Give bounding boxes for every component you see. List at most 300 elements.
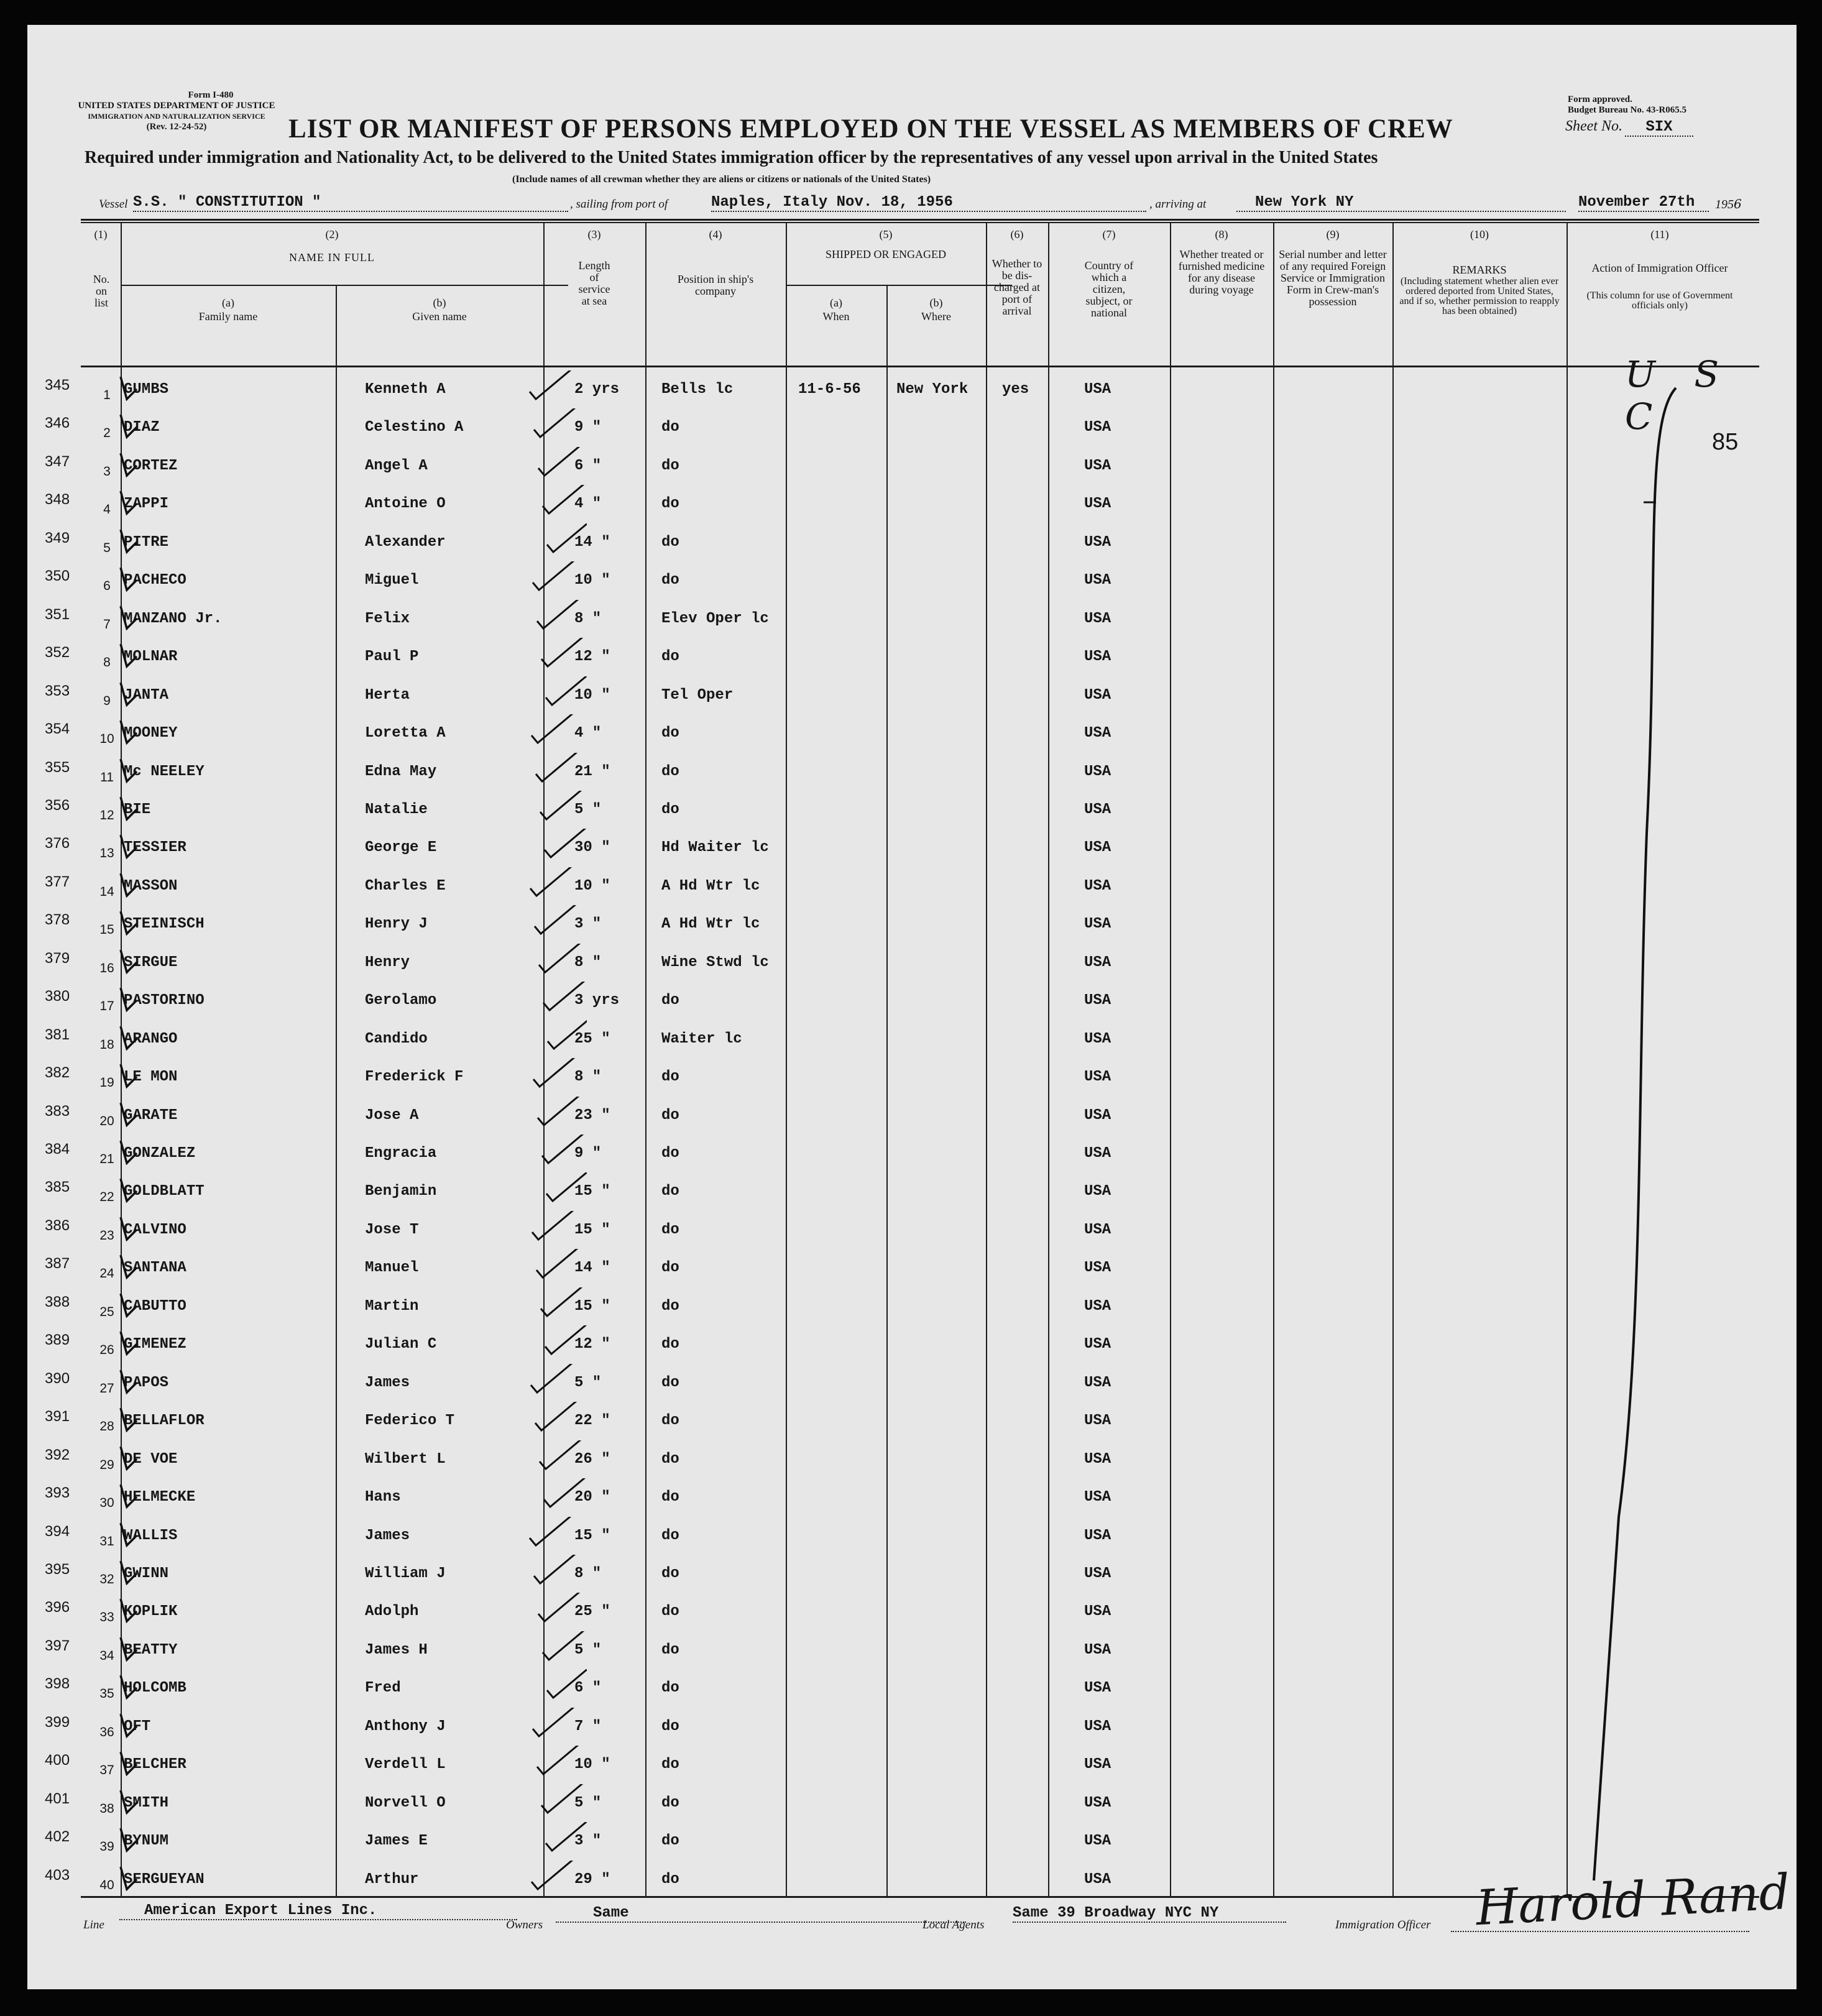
cell-position: do <box>661 1183 679 1200</box>
cell-service: 15 " <box>574 1221 610 1238</box>
cell-given: Loretta A <box>365 725 446 742</box>
cell-service: 3 " <box>574 916 602 933</box>
list-number: 19 <box>99 1075 114 1090</box>
cell-position: do <box>661 725 679 742</box>
crew-line-number: 399 <box>45 1713 70 1731</box>
list-number: 14 <box>99 884 114 899</box>
cell-position: do <box>661 1297 679 1315</box>
cell-service: 5 " <box>574 801 602 818</box>
cell-family: GARATE <box>124 1107 178 1124</box>
list-number: 1 <box>103 388 111 402</box>
cell-position: A Hd Wtr lc <box>661 877 760 895</box>
cell-family: DE VOE <box>124 1450 178 1468</box>
col2a-letter: (a) <box>222 297 234 309</box>
cell-given: Wilbert L <box>365 1450 446 1468</box>
cell-country: USA <box>1084 1680 1111 1697</box>
cell-country: USA <box>1084 1450 1111 1468</box>
cell-given: William J <box>365 1565 446 1582</box>
cell-service: 5 " <box>574 1374 602 1391</box>
cell-service: 4 " <box>574 495 602 513</box>
cell-country: USA <box>1084 877 1111 895</box>
cell-country: USA <box>1084 1871 1111 1888</box>
budget-bureau: Budget Bureau No. 43-R065.5 <box>1568 105 1686 115</box>
cell-family: HELMECKE <box>124 1489 196 1506</box>
cell-family: MOONEY <box>124 725 178 742</box>
cell-family: SMITH <box>124 1794 169 1811</box>
cell-position: Waiter lc <box>661 1030 742 1047</box>
cell-position: Bells lc <box>661 381 734 398</box>
cell-service: 12 " <box>574 648 610 666</box>
form-revision: (Rev. 12-24-52) <box>146 122 207 132</box>
subtitle: Required under immigration and Nationality Act, to be delivered to the United States immigration officer by the representatives of any vessel upon arrival in the United States <box>85 148 1378 167</box>
col1-header: No. on list <box>93 273 110 309</box>
cell-family: JANTA <box>124 686 169 704</box>
cell-position: do <box>661 572 679 589</box>
list-number: 10 <box>99 732 114 747</box>
cell-position: do <box>661 1527 679 1544</box>
cell-position: do <box>661 763 679 780</box>
crew-line-number: 393 <box>45 1484 70 1502</box>
cell-service: 8 " <box>574 610 602 627</box>
crew-line-number: 403 <box>45 1866 70 1884</box>
include-note: (Include names of all crewman whether they are aliens or citizens or nationals of the United States) <box>512 174 931 185</box>
cell-country: USA <box>1084 1489 1111 1506</box>
list-number: 18 <box>99 1037 114 1052</box>
cell-given: James <box>365 1374 410 1391</box>
cell-service: 14 " <box>574 533 610 551</box>
cell-given: James <box>365 1527 410 1544</box>
crew-line-number: 352 <box>45 644 70 661</box>
cell-country: USA <box>1084 1145 1111 1162</box>
cell-given: Angel A <box>365 457 428 474</box>
cell-position: do <box>661 1680 679 1697</box>
count-annotation: 85 <box>1712 429 1739 455</box>
list-number: 5 <box>103 540 111 555</box>
list-number: 17 <box>99 999 114 1014</box>
cell-position: do <box>661 1107 679 1124</box>
col7-number: (7) <box>1102 228 1116 241</box>
cell-given: Norvell O <box>365 1794 446 1811</box>
cell-given: Fred <box>365 1680 401 1697</box>
cell-position: do <box>661 1145 679 1162</box>
col5-number: (5) <box>879 228 893 241</box>
cell-family: SERGUEYAN <box>124 1871 205 1888</box>
cell-service: 4 " <box>574 725 602 742</box>
cell-country: USA <box>1084 419 1111 436</box>
cell-position: do <box>661 1450 679 1468</box>
sheet-label: Sheet No. <box>1565 118 1622 134</box>
crew-line-number: 401 <box>45 1790 70 1807</box>
col9-header: Serial number and letter of any required Foreign Service or Immigration Form in Crew-man's possession <box>1279 248 1387 308</box>
col5-header: SHIPPED OR ENGAGED <box>825 248 946 260</box>
cell-country: USA <box>1084 725 1111 742</box>
cell-given: George E <box>365 839 437 857</box>
cell-when: 11-6-56 <box>798 381 861 398</box>
crew-line-number: 387 <box>45 1255 70 1273</box>
cell-country: USA <box>1084 801 1111 818</box>
cell-family: GOLDBLATT <box>124 1183 205 1200</box>
crew-line-number: 349 <box>45 529 70 546</box>
cell-given: Felix <box>365 610 410 627</box>
list-number: 11 <box>100 770 114 785</box>
cell-position: do <box>661 1069 679 1086</box>
col5a-header: When <box>822 310 850 323</box>
cell-family: PAPOS <box>124 1374 169 1391</box>
form-approved: Form approved. <box>1568 94 1632 104</box>
list-number: 20 <box>99 1113 114 1128</box>
cell-country: USA <box>1084 1641 1111 1659</box>
cell-service: 2 yrs <box>574 381 620 398</box>
cell-where: New York <box>896 381 969 398</box>
crew-line-number: 378 <box>45 911 70 929</box>
list-number: 39 <box>99 1839 114 1854</box>
cell-position: do <box>661 801 679 818</box>
vessel-label: Vessel <box>99 198 128 211</box>
crew-line-number: 396 <box>45 1599 70 1616</box>
cell-family: MOLNAR <box>124 648 178 666</box>
col6-number: (6) <box>1010 228 1024 241</box>
cell-service: 10 " <box>574 1756 610 1774</box>
cell-position: do <box>661 648 679 666</box>
cell-given: Miguel <box>365 572 419 589</box>
list-number: 26 <box>99 1343 114 1358</box>
cell-given: Henry <box>365 954 410 971</box>
cell-given: Manuel <box>365 1259 419 1277</box>
cell-service: 15 " <box>574 1527 610 1544</box>
cell-given: James E <box>365 1833 428 1850</box>
owners-value: Same <box>556 1905 966 1923</box>
list-number: 4 <box>103 502 111 517</box>
list-number: 2 <box>103 426 111 441</box>
crew-line-number: 402 <box>45 1828 70 1846</box>
crew-line-number: 386 <box>45 1217 70 1234</box>
cell-given: Jose A <box>365 1107 419 1124</box>
cell-country: USA <box>1084 1756 1111 1774</box>
list-number: 38 <box>99 1801 114 1816</box>
crew-line-number: 392 <box>45 1446 70 1463</box>
crew-line-number: 382 <box>45 1064 70 1082</box>
cell-country: USA <box>1084 1030 1111 1047</box>
crew-line-number: 395 <box>45 1560 70 1578</box>
cell-family: CORTEZ <box>124 457 178 474</box>
page-title: LIST OR MANIFEST OF PERSONS EMPLOYED ON THE VESSEL AS MEMBERS OF CREW <box>288 114 1453 144</box>
cell-service: 10 " <box>574 686 610 704</box>
cell-family: DIAZ <box>124 419 160 436</box>
cell-service: 10 " <box>574 877 610 895</box>
cell-given: Kenneth A <box>365 381 446 398</box>
col5b-letter: (b) <box>929 297 943 309</box>
col5b-header: Where <box>921 310 951 323</box>
list-number: 32 <box>99 1572 114 1586</box>
cell-position: do <box>661 992 679 1010</box>
cell-service: 3 yrs <box>574 992 620 1010</box>
cell-country: USA <box>1084 572 1111 589</box>
crew-line-number: 354 <box>45 720 70 738</box>
cell-service: 8 " <box>574 954 602 971</box>
col8-number: (8) <box>1215 228 1228 241</box>
cell-position: Wine Stwd lc <box>661 954 769 971</box>
cell-given: Adolph <box>365 1603 419 1621</box>
cell-country: USA <box>1084 610 1111 627</box>
col1-number: (1) <box>94 228 108 241</box>
cell-given: Engracia <box>365 1145 437 1162</box>
cell-family: MANZANO Jr. <box>124 610 223 627</box>
owners-label: Owners <box>506 1918 543 1931</box>
cell-given: Natalie <box>365 801 428 818</box>
cell-position: Tel Oper <box>661 686 734 704</box>
cell-country: USA <box>1084 992 1111 1010</box>
cell-position: do <box>661 1259 679 1277</box>
list-number: 21 <box>99 1152 114 1166</box>
arrival-port: New York NY <box>1236 194 1566 212</box>
cell-position: do <box>661 1756 679 1774</box>
cell-country: USA <box>1084 1412 1111 1430</box>
cell-family: ARANGO <box>124 1030 178 1047</box>
cell-given: Charles E <box>365 877 446 895</box>
crew-line-number: 388 <box>45 1293 70 1310</box>
cell-position: A Hd Wtr lc <box>661 916 760 933</box>
crew-line-number: 385 <box>45 1179 70 1196</box>
cell-country: USA <box>1084 1565 1111 1582</box>
department-name: UNITED STATES DEPARTMENT OF JUSTICE <box>78 101 275 111</box>
cell-country: USA <box>1084 1527 1111 1544</box>
cell-country: USA <box>1084 1833 1111 1850</box>
col8-header: Whether treated or furnished medicine for any disease during voyage <box>1178 248 1265 296</box>
list-number: 36 <box>99 1724 114 1739</box>
crew-line-number: 391 <box>45 1408 70 1425</box>
cell-family: BEATTY <box>124 1641 178 1659</box>
crew-line-number: 345 <box>45 377 70 394</box>
list-number: 15 <box>99 923 114 937</box>
crew-line-number: 390 <box>45 1369 70 1387</box>
crew-line-number: 348 <box>45 491 70 509</box>
cell-position: Elev Oper lc <box>661 610 769 627</box>
cell-service: 26 " <box>574 1450 610 1468</box>
cell-country: USA <box>1084 457 1111 474</box>
cell-family: SIRGUE <box>124 954 178 971</box>
cell-family: TESSIER <box>124 839 186 857</box>
cell-country: USA <box>1084 1107 1111 1124</box>
cell-service: 7 " <box>574 1718 602 1735</box>
list-number: 13 <box>99 846 114 861</box>
cell-given: Hans <box>365 1489 401 1506</box>
list-number: 25 <box>99 1304 114 1319</box>
cell-given: Celestino A <box>365 419 464 436</box>
cell-service: 3 " <box>574 1833 602 1850</box>
cell-country: USA <box>1084 1297 1111 1315</box>
cell-position: do <box>661 1336 679 1353</box>
crew-line-number: 394 <box>45 1522 70 1540</box>
cell-given: Verdell L <box>365 1756 446 1774</box>
cell-service: 14 " <box>574 1259 610 1277</box>
list-number: 24 <box>99 1266 114 1281</box>
cell-service: 29 " <box>574 1871 610 1888</box>
col9-number: (9) <box>1326 228 1340 241</box>
cell-position: do <box>661 1718 679 1735</box>
line-value: American Export Lines Inc. <box>119 1902 517 1920</box>
cell-service: 25 " <box>574 1030 610 1047</box>
cell-country: USA <box>1084 1069 1111 1086</box>
cell-family: PITRE <box>124 533 169 551</box>
crew-line-number: 377 <box>45 873 70 890</box>
cell-country: USA <box>1084 1259 1111 1277</box>
sailing-port: Naples, Italy Nov. 18, 1956 <box>711 194 1146 212</box>
cell-family: LE MON <box>124 1069 178 1086</box>
crew-line-number: 376 <box>45 835 70 852</box>
list-number: 35 <box>99 1687 114 1701</box>
crew-line-number: 350 <box>45 568 70 585</box>
cell-country: USA <box>1084 1183 1111 1200</box>
crew-line-number: 397 <box>45 1637 70 1654</box>
col10-header: REMARKS <box>1452 264 1507 276</box>
cell-service: 15 " <box>574 1183 610 1200</box>
list-number: 7 <box>103 617 111 632</box>
cell-family: PASTORINO <box>124 992 205 1010</box>
crew-line-number: 346 <box>45 415 70 432</box>
cell-family: CALVINO <box>124 1221 186 1238</box>
col7-header: Country of which a citizen, subject, or national <box>1084 259 1134 319</box>
year-suffix: 6 <box>1734 196 1742 211</box>
col3-header: Length of service at sea <box>578 259 610 307</box>
sailing-label: , sailing from port of <box>570 198 668 211</box>
list-number: 28 <box>99 1419 114 1434</box>
list-number: 3 <box>103 464 111 479</box>
cell-service: 22 " <box>574 1412 610 1430</box>
list-number: 34 <box>99 1648 114 1663</box>
col2b-letter: (b) <box>433 297 446 309</box>
cell-given: Frederick F <box>365 1069 464 1086</box>
cell-position: do <box>661 533 679 551</box>
cell-position: do <box>661 1489 679 1506</box>
cell-country: USA <box>1084 1336 1111 1353</box>
cell-family: CABUTTO <box>124 1297 186 1315</box>
action-bracket-line <box>1594 388 1676 1880</box>
crew-line-number: 384 <box>45 1141 70 1158</box>
col11-header: Action of Immigration Officer <box>1591 262 1728 274</box>
col3-number: (3) <box>587 228 601 241</box>
vessel-name: S.S. " CONSTITUTION " <box>133 194 568 212</box>
cell-family: ZAPPI <box>124 495 169 513</box>
list-number: 37 <box>99 1763 114 1778</box>
cell-service: 6 " <box>574 1680 602 1697</box>
cell-family: Mc NEELEY <box>124 763 205 780</box>
cell-service: 8 " <box>574 1565 602 1582</box>
crew-line-number: 356 <box>45 796 70 814</box>
col2-number: (2) <box>325 228 339 241</box>
cell-family: BELCHER <box>124 1756 186 1774</box>
cell-family: BELLAFLOR <box>124 1412 205 1430</box>
form-number: Form I-480 <box>188 90 234 100</box>
cell-position: do <box>661 1833 679 1850</box>
crew-line-number: 381 <box>45 1026 70 1043</box>
cell-given: James H <box>365 1641 428 1659</box>
list-number: 33 <box>99 1610 114 1625</box>
cell-country: USA <box>1084 954 1111 971</box>
cell-country: USA <box>1084 381 1111 398</box>
crew-line-number: 355 <box>45 758 70 776</box>
cell-family: BYNUM <box>124 1833 169 1850</box>
cell-country: USA <box>1084 495 1111 513</box>
col2b-header: Given name <box>412 310 467 323</box>
cell-service: 23 " <box>574 1107 610 1124</box>
cell-family: OFT <box>124 1718 151 1735</box>
list-number: 23 <box>99 1228 114 1243</box>
cell-given: Benjamin <box>365 1183 437 1200</box>
cell-country: USA <box>1084 648 1111 666</box>
col11-number: (11) <box>1650 228 1669 241</box>
list-number: 22 <box>99 1190 114 1205</box>
cell-service: 9 " <box>574 1145 602 1162</box>
cell-given: Gerolamo <box>365 992 437 1010</box>
cell-position: do <box>661 1603 679 1621</box>
cell-position: do <box>661 1221 679 1238</box>
list-number: 8 <box>103 655 111 670</box>
cell-position: do <box>661 419 679 436</box>
cell-family: STEINISCH <box>124 916 205 933</box>
cell-country: USA <box>1084 1794 1111 1811</box>
list-number: 40 <box>99 1877 114 1892</box>
col10-number: (10) <box>1470 228 1489 241</box>
cell-given: Martin <box>365 1297 419 1315</box>
cell-position: Hd Waiter lc <box>661 839 769 857</box>
cell-service: 12 " <box>574 1336 610 1353</box>
list-number: 16 <box>99 960 114 975</box>
cell-country: USA <box>1084 763 1111 780</box>
col2-header: NAME IN FULL <box>289 251 375 264</box>
col4-header: Position in ship's company <box>677 273 754 297</box>
list-number: 27 <box>99 1381 114 1396</box>
service-name: IMMIGRATION AND NATURALIZATION SERVICE <box>88 112 265 121</box>
manifest-sheet <box>27 25 1797 1989</box>
cell-service: 25 " <box>574 1603 610 1621</box>
cell-family: GUMBS <box>124 381 169 398</box>
cell-given: Edna May <box>365 763 437 780</box>
cell-given: Herta <box>365 686 410 704</box>
crew-line-number: 398 <box>45 1675 70 1693</box>
col4-number: (4) <box>709 228 722 241</box>
cell-given: Henry J <box>365 916 428 933</box>
year-prefix: 195 <box>1715 198 1734 211</box>
cell-country: USA <box>1084 1221 1111 1238</box>
crew-line-number: 351 <box>45 605 70 623</box>
crew-line-number: 383 <box>45 1102 70 1120</box>
crew-line-number: 353 <box>45 682 70 699</box>
arrival-date: November 27th <box>1578 194 1709 212</box>
cell-position: do <box>661 495 679 513</box>
cell-family: HOLCOMB <box>124 1680 186 1697</box>
cell-given: Federico T <box>365 1412 455 1430</box>
list-number: 29 <box>99 1457 114 1472</box>
col11-note: (This column for use of Government officials only) <box>1586 290 1733 311</box>
cell-position: do <box>661 1412 679 1430</box>
cell-service: 5 " <box>574 1794 602 1811</box>
cell-country: USA <box>1084 1374 1111 1391</box>
cell-given: Anthony J <box>365 1718 446 1735</box>
cell-family: GWINN <box>124 1565 169 1582</box>
cell-given: Antoine O <box>365 495 446 513</box>
crew-line-number: 347 <box>45 453 70 470</box>
officer-signature: Harold Rand <box>1474 1864 1792 1937</box>
cell-service: 6 " <box>574 457 602 474</box>
cell-service: 9 " <box>574 419 602 436</box>
handwriting-layer <box>27 25 1797 1989</box>
cell-service: 20 " <box>574 1489 610 1506</box>
list-number: 9 <box>103 693 111 708</box>
cell-family: KOPLIK <box>124 1603 178 1621</box>
cell-discharge: yes <box>1002 381 1029 398</box>
cell-given: Jose T <box>365 1221 419 1238</box>
cell-country: USA <box>1084 1718 1111 1735</box>
